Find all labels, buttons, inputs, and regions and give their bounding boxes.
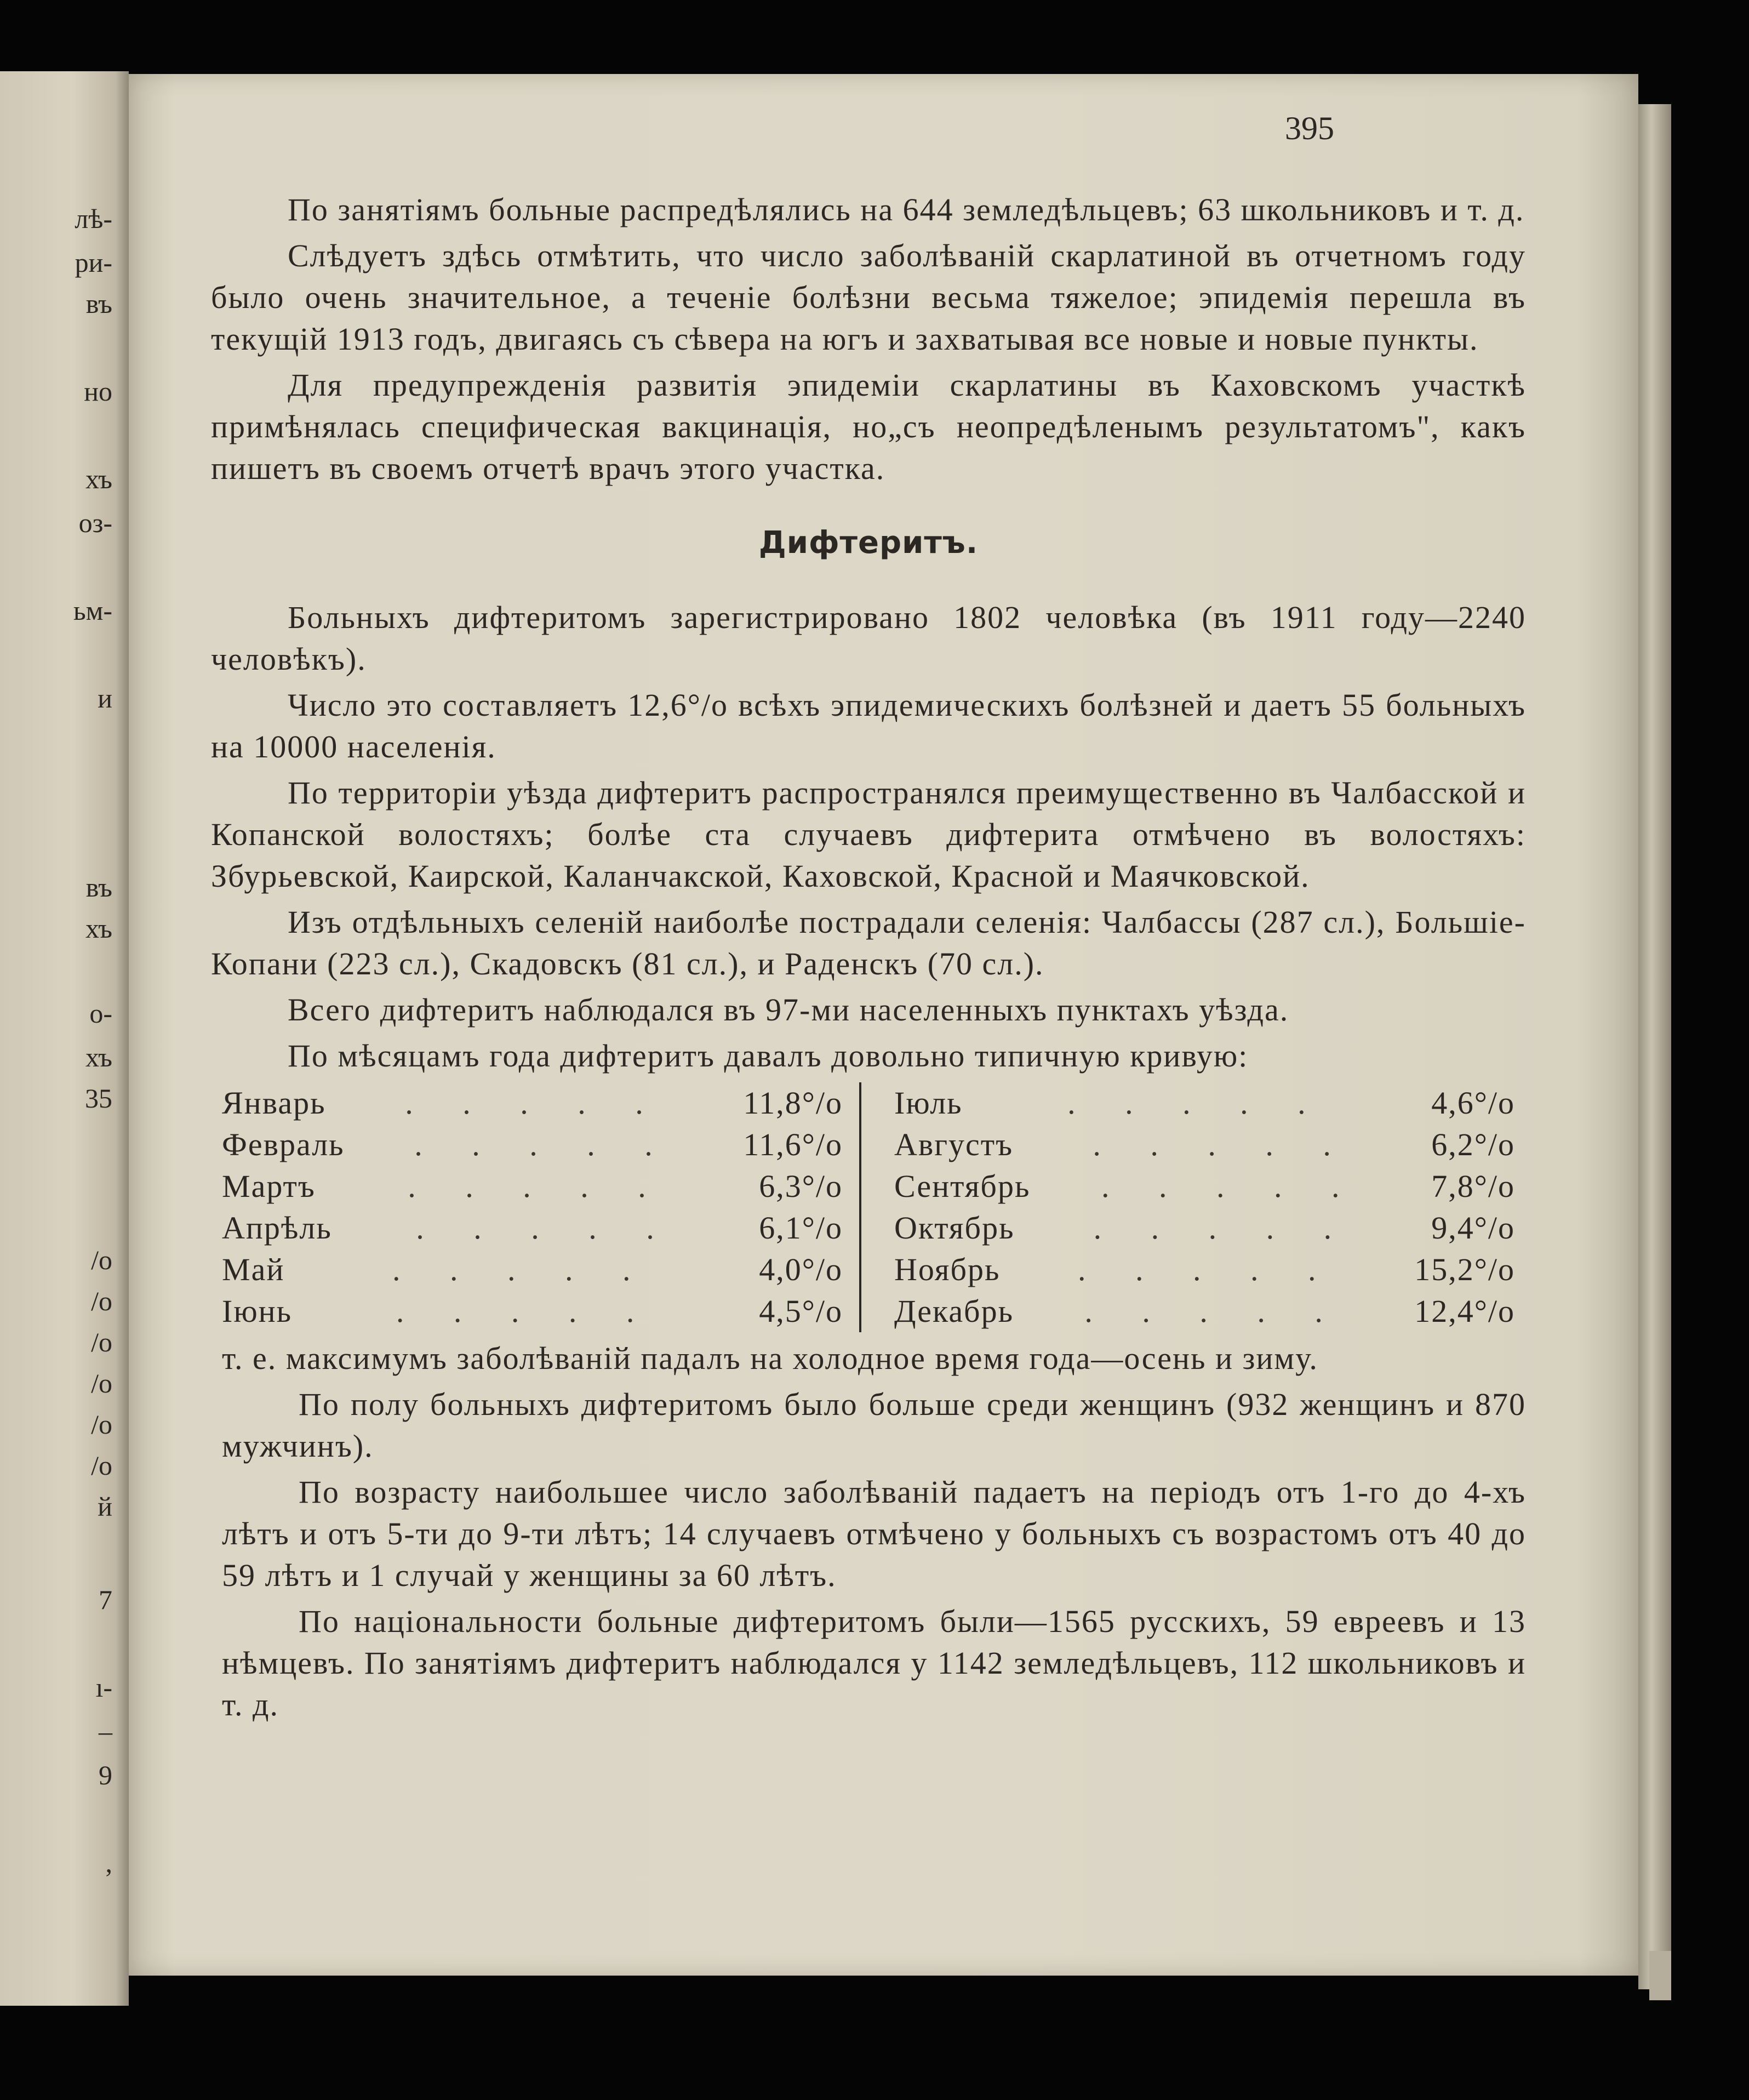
left-fragment: 9 [99,1760,112,1790]
month-name: Іюнь [222,1293,293,1329]
left-fragment: оз- [78,507,112,538]
month-value: 4,5°/о [759,1293,843,1329]
left-fragment: о- [89,998,112,1029]
paragraph: т. е. максимумъ заболѣваній падалъ на холодное время года—осень и зиму. [222,1340,1318,1376]
left-fragment: въ [85,288,112,319]
month-name: Сентябрь [894,1168,1031,1204]
paragraph: Всего дифтеритъ наблюдался въ 97-ми населенныхъ пунктахъ уѣзда. [288,992,1289,1028]
left-fragment: 35 [85,1083,112,1114]
month-row [894,1291,1515,1332]
leader-dots: . . . . . [405,1085,664,1121]
paragraph: По національности больные дифтеритомъ были—1565 русскихъ, 59 евреевъ и 13 нѣмцевъ. По занятіямъ дифтеритъ наблюдался у 1142 земледѣльцевъ, 112 школьниковъ и т. д. [222,1603,1526,1722]
month-name: Февраль [222,1127,345,1162]
page-edge [1649,1951,1671,2000]
month-name: Ноябрь [894,1252,1001,1287]
month-value: 4,0°/о [759,1252,843,1287]
paragraph: По занятіямъ больные распредѣлялись на 644 земледѣльцевъ; 63 школьниковъ и т. д. [288,192,1525,227]
month-name: Январь [222,1085,326,1121]
leader-dots: . . . . . [1084,1293,1344,1329]
month-value: 11,6°/о [743,1127,843,1162]
leader-dots: . . . . . [414,1127,673,1162]
left-fragment: хъ [85,1042,112,1072]
months-column-right [859,1082,1515,1332]
left-fragment: – [99,1716,112,1747]
month-row [894,1082,1515,1124]
month-value: 12,4°/о [1414,1293,1515,1329]
paragraph: Больныхъ дифтеритомъ зарегистрировано 1802 человѣка (въ 1911 году—2240 человѣкъ). [211,600,1526,677]
left-facing-page [0,71,129,2006]
leader-dots: . . . . . [392,1252,651,1287]
month-row [894,1207,1515,1249]
month-row [222,1207,843,1249]
month-value: 15,2°/о [1414,1252,1515,1287]
left-fragment: ьм- [73,595,112,626]
month-row [894,1249,1515,1291]
leader-dots: . . . . . [1101,1168,1361,1204]
left-fragment: 7 [99,1584,112,1615]
month-row [894,1124,1515,1166]
left-fragment: /о [91,1409,112,1440]
section-heading: Дифтеритъ. [758,525,979,561]
left-fragment: ри- [75,247,112,278]
paragraph: Число это составляетъ 12,6°/о всѣхъ эпидемическихъ болѣзней и даетъ 55 больныхъ на 10000 населенія. [211,687,1526,764]
left-fragment: /о [91,1286,112,1316]
left-fragment: /о [91,1327,112,1357]
left-fragment: /о [91,1450,112,1481]
left-fragment: но [84,376,112,407]
left-fragment: хъ [85,464,112,494]
left-fragment: /о [91,1245,112,1275]
leader-dots: . . . . . [408,1168,667,1204]
leader-dots: . . . . . [396,1293,655,1329]
leader-dots: . . . . . [1093,1210,1353,1246]
left-fragment: въ [85,872,112,903]
month-row [222,1166,843,1207]
month-value: 4,6°/о [1431,1085,1515,1121]
month-value: 6,2°/о [1431,1127,1515,1162]
leader-dots: . . . . . [416,1210,675,1246]
left-fragment: ı- [95,1672,112,1703]
monthly-distribution-table [222,1082,1515,1332]
month-name: Октябрь [894,1210,1015,1246]
left-fragment: й [98,1491,112,1522]
paragraph: По мѣсяцамъ года дифтеритъ давалъ довольно типичную кривую: [288,1038,1249,1074]
page-number: 395 [1285,110,1334,146]
leader-dots: . . . . . [1067,1085,1327,1121]
month-row [894,1166,1515,1207]
paragraph: По территоріи уѣзда дифтеритъ распространялся преимущественно въ Чалбасской и Копанской волостяхъ; болѣе ста случаевъ дифтерита отмѣчено въ волостяхъ: Збурьевской, Каирской, Каланчакской, Каховской, Красной и Маячковской. [211,775,1526,894]
month-name: Декабрь [894,1293,1014,1329]
left-fragment: хъ [85,913,112,944]
left-fragment: , [105,1847,112,1878]
leader-dots: . . . . . [1078,1252,1337,1287]
month-row [222,1249,843,1291]
left-fragment: /о [91,1368,112,1399]
paragraph: Для предупрежденія развитія эпидеміи скарлатины въ Каховскомъ участкѣ примѣнялась специфическая вакцинація, но„съ неопредѣленымъ результатомъ", какъ пишетъ въ своемъ отчетѣ врачъ этого участка. [211,367,1526,486]
paragraph: По полу больныхъ дифтеритомъ было больше среди женщинъ (932 женщинъ и 870 мужчинъ). [222,1386,1526,1464]
month-value: 6,3°/о [759,1168,843,1204]
month-row [222,1082,843,1124]
leader-dots: . . . . . [1093,1127,1352,1162]
month-name: Іюль [894,1085,963,1121]
month-row [222,1124,843,1166]
months-column-left [222,1082,859,1332]
month-value: 6,1°/о [759,1210,843,1246]
month-name: Май [222,1252,285,1287]
book-page [129,74,1638,1976]
month-value: 9,4°/о [1431,1210,1515,1246]
paragraph: Изъ отдѣльныхъ селеній наиболѣе пострадали селенія: Чалбассы (287 сл.), Большіе-Копани (223 сл.), Скадовскъ (81 сл.), и Раденскъ (70 сл.). [211,904,1526,981]
month-name: Апрѣль [222,1210,332,1246]
paragraph: По возрасту наибольшее число заболѣваній падаетъ на періодъ отъ 1-го до 4-хъ лѣтъ и отъ 5-ти до 9-ти лѣтъ; 14 случаевъ отмѣчено у больныхъ съ возрастомъ отъ 40 до 59 лѣтъ и 1 случай у женщины за 60 лѣтъ. [222,1474,1526,1593]
left-fragment: и [98,683,112,714]
left-fragment: лѣ- [75,203,112,234]
paragraph: Слѣдуетъ здѣсь отмѣтить, что число заболѣваній скарлатиной въ отчетномъ году было очень значительное, а теченіе болѣзни весьма тяжелое; эпидемія перешла въ текущій 1913 годъ, двигаясь съ сѣвера на югъ и захватывая все новые и новые пункты. [211,238,1526,357]
month-value: 7,8°/о [1431,1168,1515,1204]
month-value: 11,8°/о [743,1085,843,1121]
page-body [211,189,1526,1730]
month-name: Мартъ [222,1168,316,1204]
month-name: Августъ [894,1127,1014,1162]
month-row [222,1291,843,1332]
page-edge [1638,104,1671,1989]
